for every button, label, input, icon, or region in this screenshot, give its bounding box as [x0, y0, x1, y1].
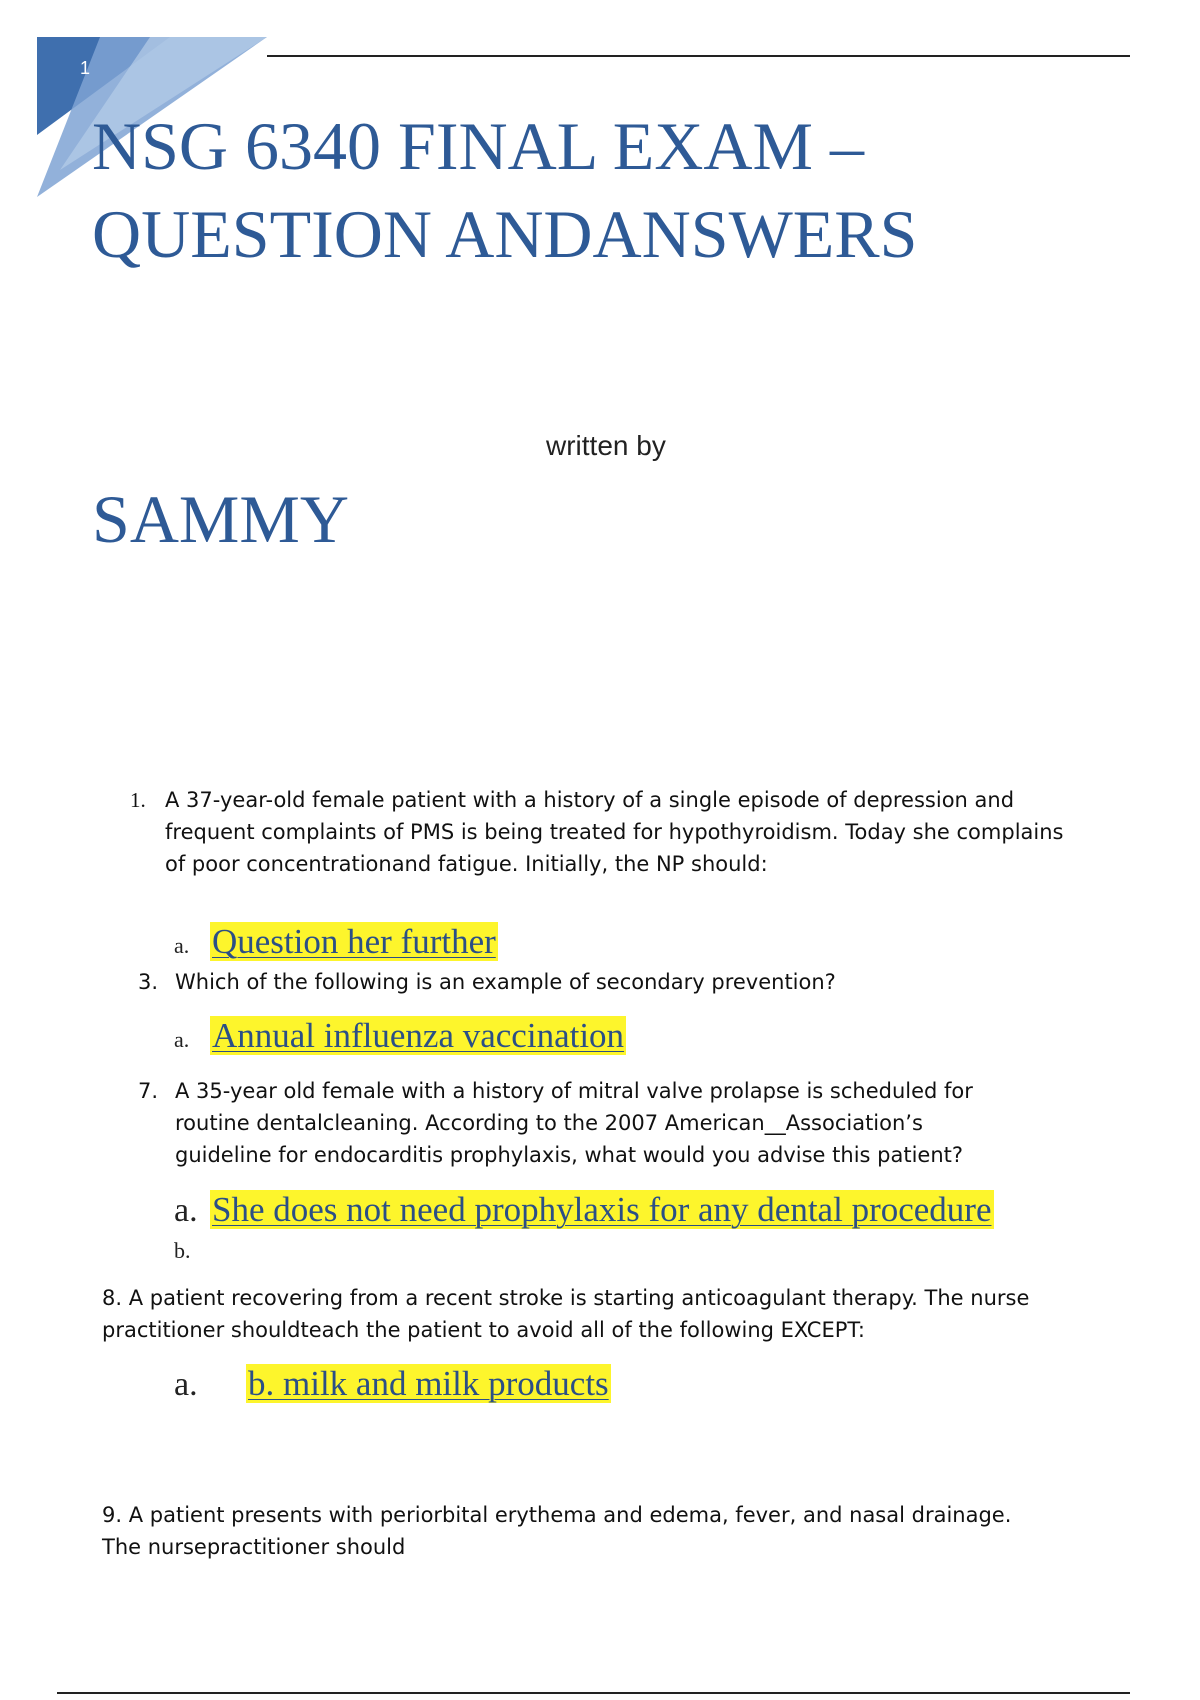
answer-option-b	[174, 1238, 191, 1264]
written-by-label: written by	[546, 430, 666, 461]
question-number: 1.	[130, 788, 146, 812]
highlighted-answer: Annual influenza vaccination	[212, 1016, 625, 1055]
option-letter: a.	[174, 933, 190, 958]
title-line-1: NSG 6340 FINAL EXAM –	[92, 108, 864, 184]
option-letter: a.	[174, 1366, 198, 1403]
question-text: Which of the following is an example of secondary prevention?	[175, 970, 836, 994]
answer-option	[174, 1016, 626, 1056]
question-3	[138, 966, 1075, 998]
question-text: A patient presents with periorbital erythema and edema, fever, and nasal drainage. The nursepractitioner should	[102, 1503, 1012, 1559]
question-9	[102, 1499, 1022, 1563]
answer-option	[174, 1190, 994, 1230]
footer-rule	[57, 1692, 1130, 1694]
question-text: A 37-year-old female patient with a history of a single episode of depression and frequent complaints of PMS is being treated for hypothyroidism. Today she complains of poor concentrationand fatigue. Initially, the NP should:	[165, 788, 1064, 876]
question-number: 3.	[138, 970, 159, 994]
question-number: 9.	[102, 1503, 123, 1527]
option-letter: a.	[174, 1192, 198, 1229]
page-number: 1	[80, 58, 91, 78]
highlighted-answer: Question her further	[212, 922, 496, 961]
answer-option	[174, 1364, 611, 1404]
option-letter: b.	[174, 1238, 191, 1263]
question-7	[138, 1075, 995, 1171]
header-rule	[267, 55, 1130, 57]
question-number: 8.	[102, 1286, 123, 1310]
answer-option	[174, 922, 498, 962]
question-text: A patient recovering from a recent stroke is starting anticoagulant therapy. The nurse practitioner shouldteach the patient to avoid all of the following EXCEPT:	[102, 1286, 1030, 1342]
question-8	[102, 1282, 1102, 1346]
highlighted-answer: She does not need prophylaxis for any dental procedure	[212, 1190, 992, 1229]
title-line-2: QUESTION ANDANSWERS	[92, 196, 918, 272]
author-name: SAMMY	[92, 481, 349, 557]
question-text: A 35-year old female with a history of mitral valve prolapse is scheduled for routine dentalcleaning. According to the 2007 American__Association’s guideline for endocarditis prophylaxis, what would you advise this patient?	[175, 1079, 973, 1167]
document-title	[92, 102, 1142, 278]
question-1	[130, 784, 1065, 880]
question-number: 7.	[138, 1079, 159, 1103]
highlighted-answer: b. milk and milk products	[248, 1364, 609, 1403]
option-letter: a.	[174, 1027, 190, 1052]
